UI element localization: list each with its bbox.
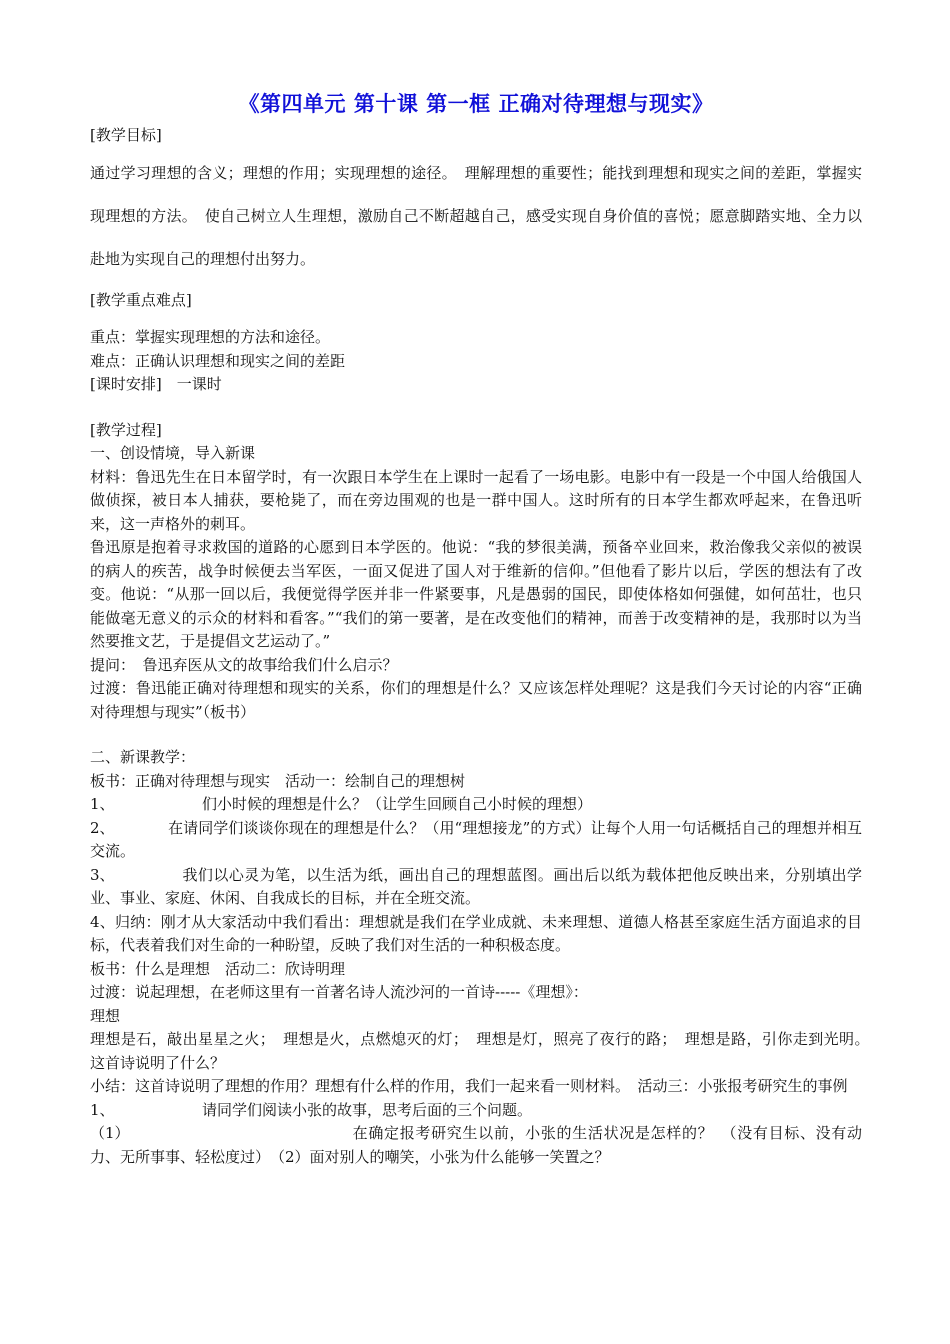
section-heading-process: [教学过程] xyxy=(90,420,162,439)
page-title: 《第四单元 第十课 第一框 正确对待理想与现实》 xyxy=(238,91,714,116)
list-text: 们小时候的理想是什么？（让学生回顾自己小时候的理想） xyxy=(202,795,593,813)
list-item-4: 4、归纳：刚才从大家活动中我们看出：理想就是我们在学业成就、未来理想、道德人格甚至家庭生活方面追求的目标，代表着我们对生命的一种盼望，反映了我们对生活的一种积极态度。 xyxy=(90,912,862,954)
luxun-paragraph: 鲁迅原是抱着寻求救国的道路的心愿到日本学医的。他说：“我的梦很美满，预备卒业回来，救治像我父亲似的被误的病人的疾苦，战争时候便去当军医，一面又促进了国人对于维新的信仰。”但他看了影片以后，学医的想法有了改变。他说：“从那一回以后，我便觉得学医并非一件紧要事，凡是愚弱的国民，即使体格如何强健，如何茁壮，也只能做毫无意义的示众的材料和看客。”“我们的第一要著，是在改变他们的精神，而善于改变精神的是，我那时以为当然要推文艺，于是提倡文艺运动了。” xyxy=(90,538,862,650)
list-item-3 xyxy=(90,864,862,911)
list-item-5 xyxy=(90,1099,862,1123)
list-item-2 xyxy=(90,817,862,864)
part1-heading: 一、创设情境，导入新课 xyxy=(90,444,256,462)
section-heading-goal: [教学目标] xyxy=(90,126,162,144)
key-point: 重点：掌握实现理想的方法和途径。 xyxy=(90,328,331,346)
list-number: 3、 xyxy=(90,865,115,884)
poem-title: 理想 xyxy=(90,1006,121,1025)
section-heading-key: [教学重点难点] xyxy=(90,290,192,309)
list-number: 1、 xyxy=(90,795,115,813)
question-text: 在确定报考研究生以前，小张的生活状况是怎样的？ （没有目标、没有动力、无所事事、轻松度过） （2）面对别人的嘲笑，小张为什么能够一笑置之？ xyxy=(90,1124,862,1166)
list-number: 2、 xyxy=(90,818,115,837)
board-line-2: 板书：什么是理想 活动二：欣诗明理 xyxy=(90,959,346,978)
board-line-1: 板书：正确对待理想与现实 活动一：绘制自己的理想树 xyxy=(90,771,466,790)
part2-heading: 二、新课教学： xyxy=(90,748,196,766)
list-text: 我们以心灵为笔，以生活为纸，画出自己的理想蓝图。画出后以纸为载体把他反映出来，分别填出学业、事业、家庭、休闲、自我成长的目标，并在全班交流。 xyxy=(90,865,862,907)
transition-paragraph-1: 过渡：鲁迅能正确对待理想和现实的关系，你们的理想是什么？又应该怎样处理呢？这是我们今天讨论的内容“正确对待理想与现实”（板书） xyxy=(90,679,862,721)
summary-paragraph: 小结：这首诗说明了理想的作用？理想有什么样的作用，我们一起来看一则材料。 活动三：小张报考研究生的事例 xyxy=(90,1077,848,1095)
question-line: 提问： 鲁迅弃医从文的故事给我们什么启示？ xyxy=(90,655,398,674)
list-text: 在请同学们谈谈你现在的理想是什么？（用“理想接龙”的方式）让每个人用一句话概括自己的理想并相互交流。 xyxy=(90,818,862,860)
question-item-1 xyxy=(90,1122,862,1169)
list-text: 请同学们阅读小张的故事，思考后面的三个问题。 xyxy=(202,1100,533,1119)
question-number: （1） xyxy=(90,1124,130,1142)
document-page xyxy=(90,88,878,1169)
material-paragraph: 材料：鲁迅先生在日本留学时，有一次跟日本学生在上课时一起看了一场电影。电影中有一段是一个中国人给俄国人做侦探，被日本人捕获，要枪毙了，而在旁边围观的也是一群中国人。这时所有的日本学生都欢呼起来，在鲁迅听来，这一声格外的刺耳。 xyxy=(90,467,862,533)
list-item-1 xyxy=(90,793,862,817)
difficult-point: 难点：正确认识理想和现实之间的差距 xyxy=(90,351,346,370)
goal-paragraph: 通过学习理想的含义；理想的作用；实现理想的途径。 理解理想的重要性；能找到理想和现实之间的差距，掌握实现理想的方法。 使自己树立人生理想，激励自己不断超越自己，感受实现自身价值的喜悦；愿意脚踏实地、全力以赴地为实现自己的理想付出努力。 xyxy=(90,163,862,268)
schedule: [课时安排] 一课时 xyxy=(90,375,222,393)
poem-paragraph: 理想是石，敲出星星之火； 理想是火，点燃熄灭的灯； 理想是灯，照亮了夜行的路； 理想是路，引你走到光明。 这首诗说明了什么？ xyxy=(90,1030,878,1072)
list-number: 1、 xyxy=(90,1100,115,1119)
transition-paragraph-2: 过渡：说起理想，在老师这里有一首著名诗人流沙河的一首诗-----《理想》： xyxy=(90,983,588,1001)
